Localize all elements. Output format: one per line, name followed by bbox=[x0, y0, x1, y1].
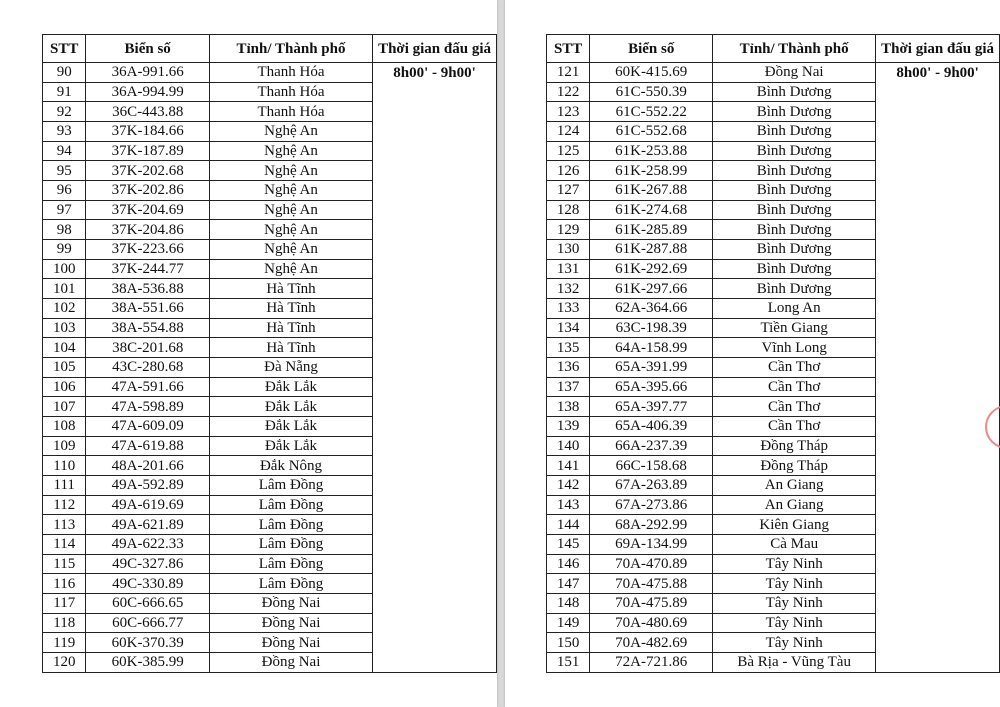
cell-plate: 37K-202.68 bbox=[86, 161, 209, 181]
cell-time-slot: 8h00' - 9h00' bbox=[373, 63, 497, 673]
cell-plate: 38A-536.88 bbox=[86, 279, 209, 299]
cell-stt: 114 bbox=[43, 535, 86, 555]
cell-province: Thanh Hóa bbox=[209, 63, 372, 83]
cell-province: Đồng Tháp bbox=[713, 456, 876, 476]
cell-province: Bình Dương bbox=[713, 122, 876, 142]
cell-province: Kiên Giang bbox=[713, 515, 876, 535]
cell-plate: 49C-330.89 bbox=[86, 574, 209, 594]
cell-plate: 49A-621.89 bbox=[86, 515, 209, 535]
cell-stt: 150 bbox=[547, 633, 590, 653]
cell-province: Long An bbox=[713, 299, 876, 319]
cell-stt: 120 bbox=[43, 653, 86, 673]
cell-stt: 121 bbox=[547, 63, 590, 83]
cell-province: An Giang bbox=[713, 495, 876, 515]
cell-province: Bình Dương bbox=[713, 102, 876, 122]
cell-plate: 70A-482.69 bbox=[590, 633, 713, 653]
cell-plate: 37K-223.66 bbox=[86, 240, 209, 260]
cell-stt: 97 bbox=[43, 200, 86, 220]
cell-plate: 47A-619.88 bbox=[86, 436, 209, 456]
cell-plate: 37K-187.89 bbox=[86, 141, 209, 161]
cell-plate: 48A-201.66 bbox=[86, 456, 209, 476]
cell-province: Cần Thơ bbox=[713, 397, 876, 417]
cell-plate: 60C-666.77 bbox=[86, 613, 209, 633]
cell-province: Đồng Nai bbox=[713, 63, 876, 83]
cell-province: Tây Ninh bbox=[713, 613, 876, 633]
cell-stt: 138 bbox=[547, 397, 590, 417]
cell-plate: 67A-263.89 bbox=[590, 476, 713, 496]
cell-province: Nghệ An bbox=[209, 200, 372, 220]
cell-stt: 115 bbox=[43, 554, 86, 574]
cell-stt: 99 bbox=[43, 240, 86, 260]
cell-province: Đắk Nông bbox=[209, 456, 372, 476]
cell-plate: 60K-385.99 bbox=[86, 653, 209, 673]
cell-province: Cần Thơ bbox=[713, 377, 876, 397]
cell-stt: 92 bbox=[43, 102, 86, 122]
cell-plate: 70A-470.89 bbox=[590, 554, 713, 574]
cell-plate: 70A-475.88 bbox=[590, 574, 713, 594]
table-body bbox=[547, 63, 1000, 673]
cell-province: Bình Dương bbox=[713, 200, 876, 220]
cell-stt: 143 bbox=[547, 495, 590, 515]
cell-province: Lâm Đồng bbox=[209, 515, 372, 535]
cell-plate: 65A-395.66 bbox=[590, 377, 713, 397]
cell-plate: 37K-204.69 bbox=[86, 200, 209, 220]
cell-plate: 36A-994.99 bbox=[86, 82, 209, 102]
cell-stt: 123 bbox=[547, 102, 590, 122]
plate-table-right bbox=[546, 34, 1000, 673]
header-time: Thời gian đấu giá bbox=[876, 35, 1000, 63]
cell-plate: 69A-134.99 bbox=[590, 535, 713, 555]
cell-stt: 103 bbox=[43, 318, 86, 338]
cell-stt: 90 bbox=[43, 63, 86, 83]
cell-province: Bà Rịa - Vũng Tàu bbox=[713, 653, 876, 673]
cell-province: Bình Dương bbox=[713, 141, 876, 161]
cell-province: Cần Thơ bbox=[713, 358, 876, 378]
cell-stt: 144 bbox=[547, 515, 590, 535]
cell-province: Cần Thơ bbox=[713, 417, 876, 437]
cell-province: Tây Ninh bbox=[713, 633, 876, 653]
document-page-left bbox=[0, 0, 497, 707]
cell-province: Nghệ An bbox=[209, 122, 372, 142]
cell-stt: 104 bbox=[43, 338, 86, 358]
cell-plate: 66C-158.68 bbox=[590, 456, 713, 476]
cell-stt: 141 bbox=[547, 456, 590, 476]
cell-province: Nghệ An bbox=[209, 181, 372, 201]
cell-province: Đồng Tháp bbox=[713, 436, 876, 456]
cell-plate: 47A-609.09 bbox=[86, 417, 209, 437]
cell-plate: 70A-480.69 bbox=[590, 613, 713, 633]
header-stt: STT bbox=[43, 35, 86, 63]
cell-province: Đà Nẵng bbox=[209, 358, 372, 378]
cell-plate: 60K-370.39 bbox=[86, 633, 209, 653]
cell-province: Nghệ An bbox=[209, 141, 372, 161]
cell-province: Lâm Đồng bbox=[209, 476, 372, 496]
header-stt: STT bbox=[547, 35, 590, 63]
cell-stt: 135 bbox=[547, 338, 590, 358]
cell-stt: 101 bbox=[43, 279, 86, 299]
cell-plate: 67A-273.86 bbox=[590, 495, 713, 515]
cell-province: Hà Tĩnh bbox=[209, 279, 372, 299]
cell-plate: 65A-391.99 bbox=[590, 358, 713, 378]
cell-stt: 147 bbox=[547, 574, 590, 594]
cell-stt: 107 bbox=[43, 397, 86, 417]
cell-province: Đồng Nai bbox=[209, 653, 372, 673]
cell-stt: 125 bbox=[547, 141, 590, 161]
cell-stt: 124 bbox=[547, 122, 590, 142]
cell-province: Đồng Nai bbox=[209, 613, 372, 633]
cell-plate: 66A-237.39 bbox=[590, 436, 713, 456]
cell-plate: 38C-201.68 bbox=[86, 338, 209, 358]
cell-province: Thanh Hóa bbox=[209, 102, 372, 122]
table-header-row bbox=[43, 35, 497, 63]
cell-province: Hà Tĩnh bbox=[209, 318, 372, 338]
cell-province: Đắk Lắk bbox=[209, 377, 372, 397]
cell-plate: 61C-550.39 bbox=[590, 82, 713, 102]
cell-plate: 38A-551.66 bbox=[86, 299, 209, 319]
cell-province: Lâm Đồng bbox=[209, 574, 372, 594]
cell-province: Đắk Lắk bbox=[209, 397, 372, 417]
cell-province: Bình Dương bbox=[713, 181, 876, 201]
cell-plate: 64A-158.99 bbox=[590, 338, 713, 358]
cell-province: Lâm Đồng bbox=[209, 535, 372, 555]
cell-stt: 95 bbox=[43, 161, 86, 181]
cell-province: Bình Dương bbox=[713, 240, 876, 260]
document-page-right bbox=[505, 0, 1000, 707]
cell-province: Lâm Đồng bbox=[209, 495, 372, 515]
cell-plate: 37K-204.86 bbox=[86, 220, 209, 240]
cell-province: Tây Ninh bbox=[713, 574, 876, 594]
cell-plate: 61K-258.99 bbox=[590, 161, 713, 181]
cell-stt: 96 bbox=[43, 181, 86, 201]
cell-province: Thanh Hóa bbox=[209, 82, 372, 102]
header-province: Tỉnh/ Thành phố bbox=[209, 35, 372, 63]
cell-plate: 65A-406.39 bbox=[590, 417, 713, 437]
cell-plate: 37K-202.86 bbox=[86, 181, 209, 201]
table-row bbox=[547, 63, 1000, 83]
table-row bbox=[43, 63, 497, 83]
cell-plate: 37K-244.77 bbox=[86, 259, 209, 279]
cell-province: Lâm Đồng bbox=[209, 554, 372, 574]
cell-time-slot: 8h00' - 9h00' bbox=[876, 63, 1000, 673]
cell-province: Tây Ninh bbox=[713, 594, 876, 614]
cell-stt: 130 bbox=[547, 240, 590, 260]
cell-plate: 70A-475.89 bbox=[590, 594, 713, 614]
cell-plate: 61K-285.89 bbox=[590, 220, 713, 240]
cell-plate: 61K-267.88 bbox=[590, 181, 713, 201]
cell-province: Đắk Lắk bbox=[209, 436, 372, 456]
cell-province: Nghệ An bbox=[209, 220, 372, 240]
cell-province: Bình Dương bbox=[713, 161, 876, 181]
cell-province: Cà Mau bbox=[713, 535, 876, 555]
cell-stt: 117 bbox=[43, 594, 86, 614]
cell-stt: 148 bbox=[547, 594, 590, 614]
cell-stt: 137 bbox=[547, 377, 590, 397]
cell-stt: 132 bbox=[547, 279, 590, 299]
cell-plate: 49A-592.89 bbox=[86, 476, 209, 496]
cell-plate: 37K-184.66 bbox=[86, 122, 209, 142]
cell-plate: 36C-443.88 bbox=[86, 102, 209, 122]
cell-province: Đồng Nai bbox=[209, 633, 372, 653]
table-header-row bbox=[547, 35, 1000, 63]
cell-province: Bình Dương bbox=[713, 82, 876, 102]
cell-plate: 49A-622.33 bbox=[86, 535, 209, 555]
cell-plate: 49A-619.69 bbox=[86, 495, 209, 515]
cell-province: Bình Dương bbox=[713, 259, 876, 279]
cell-stt: 146 bbox=[547, 554, 590, 574]
cell-plate: 68A-292.99 bbox=[590, 515, 713, 535]
header-plate: Biển số bbox=[590, 35, 713, 63]
cell-stt: 136 bbox=[547, 358, 590, 378]
cell-plate: 61K-297.66 bbox=[590, 279, 713, 299]
cell-stt: 94 bbox=[43, 141, 86, 161]
cell-province: Đồng Nai bbox=[209, 594, 372, 614]
cell-province: Tiền Giang bbox=[713, 318, 876, 338]
cell-plate: 61K-253.88 bbox=[590, 141, 713, 161]
cell-plate: 61K-292.69 bbox=[590, 259, 713, 279]
cell-province: Nghệ An bbox=[209, 259, 372, 279]
cell-province: Vĩnh Long bbox=[713, 338, 876, 358]
cell-stt: 98 bbox=[43, 220, 86, 240]
cell-province: Hà Tĩnh bbox=[209, 338, 372, 358]
cell-stt: 112 bbox=[43, 495, 86, 515]
cell-stt: 100 bbox=[43, 259, 86, 279]
cell-stt: 142 bbox=[547, 476, 590, 496]
cell-province: Nghệ An bbox=[209, 240, 372, 260]
cell-plate: 60C-666.65 bbox=[86, 594, 209, 614]
cell-province: Bình Dương bbox=[713, 220, 876, 240]
cell-stt: 105 bbox=[43, 358, 86, 378]
cell-stt: 111 bbox=[43, 476, 86, 496]
cell-plate: 38A-554.88 bbox=[86, 318, 209, 338]
cell-plate: 63C-198.39 bbox=[590, 318, 713, 338]
cell-plate: 47A-591.66 bbox=[86, 377, 209, 397]
cell-stt: 119 bbox=[43, 633, 86, 653]
cell-stt: 128 bbox=[547, 200, 590, 220]
cell-plate: 65A-397.77 bbox=[590, 397, 713, 417]
cell-plate: 47A-598.89 bbox=[86, 397, 209, 417]
cell-plate: 72A-721.86 bbox=[590, 653, 713, 673]
cell-stt: 151 bbox=[547, 653, 590, 673]
cell-stt: 110 bbox=[43, 456, 86, 476]
cell-province: Tây Ninh bbox=[713, 554, 876, 574]
cell-province: Đắk Lắk bbox=[209, 417, 372, 437]
cell-province: An Giang bbox=[713, 476, 876, 496]
cell-plate: 61C-552.68 bbox=[590, 122, 713, 142]
cell-stt: 131 bbox=[547, 259, 590, 279]
cell-stt: 140 bbox=[547, 436, 590, 456]
cell-stt: 93 bbox=[43, 122, 86, 142]
cell-stt: 139 bbox=[547, 417, 590, 437]
cell-plate: 62A-364.66 bbox=[590, 299, 713, 319]
cell-plate: 61C-552.22 bbox=[590, 102, 713, 122]
cell-stt: 126 bbox=[547, 161, 590, 181]
cell-plate: 49C-327.86 bbox=[86, 554, 209, 574]
cell-stt: 108 bbox=[43, 417, 86, 437]
header-plate: Biển số bbox=[86, 35, 209, 63]
cell-stt: 122 bbox=[547, 82, 590, 102]
cell-stt: 102 bbox=[43, 299, 86, 319]
cell-plate: 61K-274.68 bbox=[590, 200, 713, 220]
cell-stt: 109 bbox=[43, 436, 86, 456]
cell-stt: 91 bbox=[43, 82, 86, 102]
cell-stt: 145 bbox=[547, 535, 590, 555]
cell-province: Bình Dương bbox=[713, 279, 876, 299]
cell-plate: 36A-991.66 bbox=[86, 63, 209, 83]
cell-stt: 149 bbox=[547, 613, 590, 633]
cell-plate: 43C-280.68 bbox=[86, 358, 209, 378]
cell-stt: 127 bbox=[547, 181, 590, 201]
cell-plate: 61K-287.88 bbox=[590, 240, 713, 260]
cell-stt: 129 bbox=[547, 220, 590, 240]
cell-stt: 133 bbox=[547, 299, 590, 319]
header-province: Tỉnh/ Thành phố bbox=[713, 35, 876, 63]
header-time: Thời gian đấu giá bbox=[373, 35, 497, 63]
cell-stt: 116 bbox=[43, 574, 86, 594]
cell-stt: 118 bbox=[43, 613, 86, 633]
table-body bbox=[43, 63, 497, 673]
cell-province: Hà Tĩnh bbox=[209, 299, 372, 319]
plate-table-left bbox=[42, 34, 497, 673]
cell-stt: 134 bbox=[547, 318, 590, 338]
cell-plate: 60K-415.69 bbox=[590, 63, 713, 83]
cell-stt: 113 bbox=[43, 515, 86, 535]
cell-province: Nghệ An bbox=[209, 161, 372, 181]
cell-stt: 106 bbox=[43, 377, 86, 397]
